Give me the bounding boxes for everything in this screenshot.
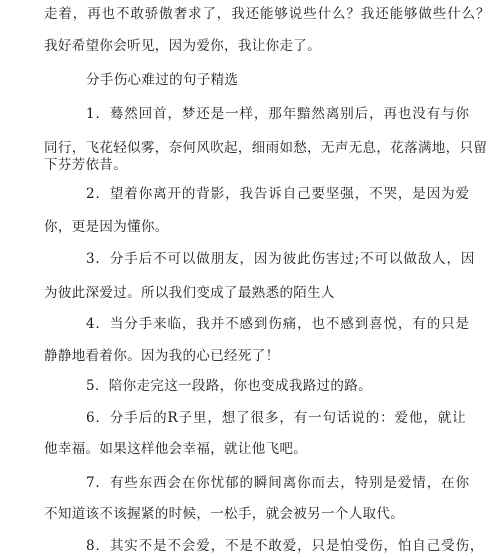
text-line: 下芬芳依昔。 — [44, 157, 128, 173]
text-line: 静静地看着你。因为我的心已经死了！ — [44, 348, 280, 364]
text-line: 4．当分手来临，我并不感到伤痛，也不感到喜悦，有的只是 — [86, 316, 470, 332]
text-line: 同行，飞花轻似雾，奈何风吹起，细雨如愁，无声无息，花落满地，只留 — [44, 140, 488, 156]
text-line: 我好希望你会听见，因为爱你，我让你走了。 — [44, 38, 321, 54]
text-line: 为彼此深爱过。所以我们变成了最熟悉的陌生人 — [44, 285, 335, 301]
text-line: 他幸福。如果这样他会幸福，就让他飞吧。 — [44, 441, 308, 457]
section-heading: 分手伤心难过的句子精选 — [86, 72, 239, 88]
text-line: 5．陪你走完这一段路，你也变成我路过的路。 — [86, 378, 372, 394]
text-line: 2．望着你离开的背影，我告诉自己要坚强，不哭，是因为爱 — [86, 186, 470, 202]
text-line: 你，更是因为懂你。 — [44, 219, 169, 235]
text-line: 6．分手后的R子里，想了很多，有一句话说的：爱他，就让 — [86, 410, 467, 426]
text-line: 7．有些东西会在你忧郁的瞬间离你而去，特别是爱情，在你 — [86, 475, 470, 491]
text-line: 不知道该不该握紧的时候，一松手，就会被另一个人取代。 — [44, 506, 405, 522]
text-line: 3．分手后不可以做朋友，因为彼此伤害过;不可以做敌人，因 — [86, 251, 476, 267]
text-line: 1．蓦然回首，梦还是一样，那年黯然离别后，再也没有与你 — [86, 106, 470, 122]
text-line: 走着，再也不敢骄傲奢求了，我还能够说些什么？我还能够做些什么？ — [44, 6, 491, 22]
text-line: 8．其实不是不会爱，不是不敢爱，只是怕受伤，怕自己受伤， — [86, 538, 485, 554]
